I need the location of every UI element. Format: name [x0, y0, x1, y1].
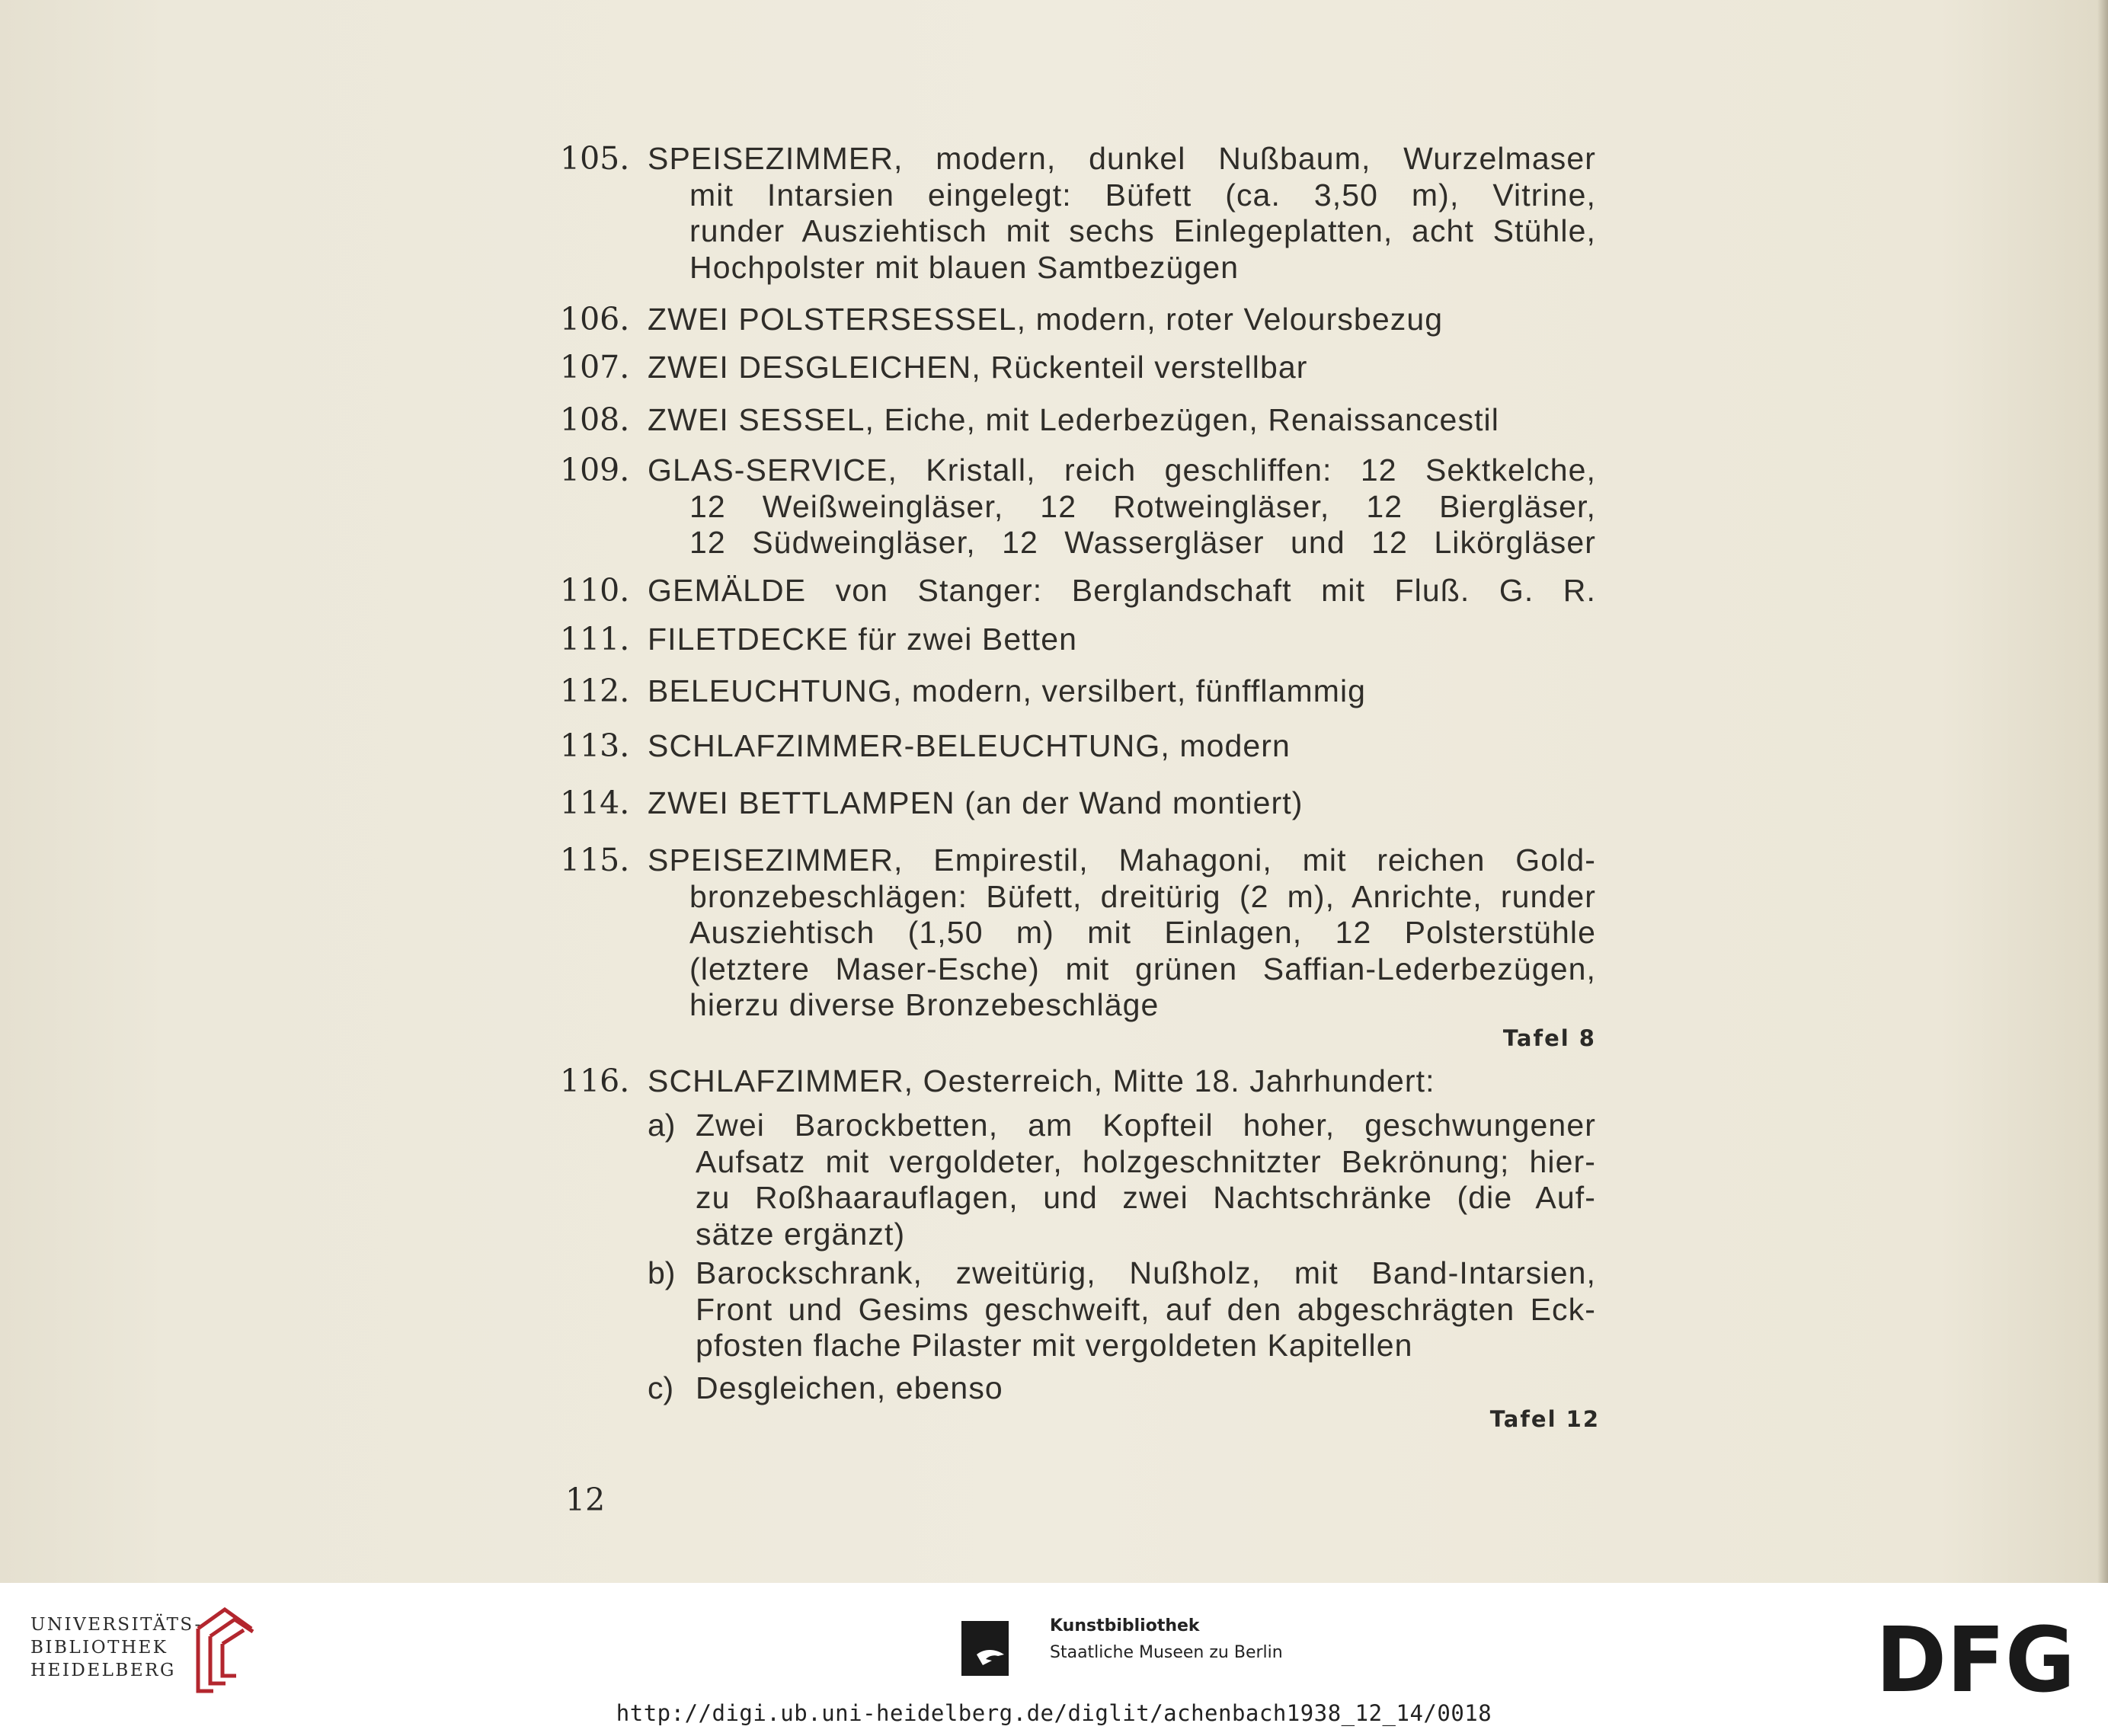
- entry-number: 109.: [560, 452, 630, 488]
- entry-line: 12 Südweingläser, 12 Wassergläser und 12 Likörgläser: [689, 525, 1596, 560]
- sub-label: c): [648, 1370, 674, 1405]
- entry-line: SPEISEZIMMER, Empirestil, Mahagoni, mit reichen Gold-: [648, 842, 1596, 878]
- plate-reference: Tafel 8: [1502, 1025, 1596, 1051]
- entry-line: Barockschrank, zweitürig, Nußholz, mit Band-Intarsien,: [696, 1255, 1596, 1290]
- entry-line: ZWEI POLSTERSESSEL, modern, roter Veloursbezug: [648, 302, 1444, 337]
- entry-line: pfosten flache Pilaster mit vergoldeten Kapitellen: [696, 1328, 1413, 1363]
- entry-line: Front und Gesims geschweift, auf den abgeschrägten Eck-: [696, 1291, 1596, 1327]
- entry-number: 105.: [560, 140, 630, 177]
- entry-115: [560, 842, 1596, 1056]
- kb-subtitle: Staatliche Museen zu Berlin: [1050, 1643, 1283, 1662]
- entry-line: bronzebeschlägen: Büfett, dreitürig (2 m), Anrichte, runder: [689, 878, 1596, 914]
- entry-number: 111.: [560, 621, 630, 657]
- entry-line: Hochpolster mit blauen Samtbezügen: [689, 249, 1240, 285]
- ub-line: UNIVERSITÄTS-: [30, 1615, 203, 1635]
- entry-line: BELEUCHTUNG, modern, versilbert, fünfflammig: [648, 673, 1367, 708]
- sub-entry-a: [560, 1108, 1596, 1252]
- entry-line: Desgleichen, ebenso: [696, 1370, 1003, 1405]
- ub-heidelberg-logo-icon: [190, 1606, 259, 1697]
- sub-entry-c: [560, 1370, 1596, 1407]
- entry-line: ZWEI BETTLAMPEN (an der Wand montiert): [648, 785, 1304, 820]
- entry-line: GEMÄLDE von Stanger: Berglandschaft mit Fluß. G. R.: [648, 573, 1596, 608]
- ub-line: HEIDELBERG: [30, 1661, 176, 1680]
- entry-113: [560, 728, 1596, 765]
- entry-number: 114.: [560, 785, 630, 821]
- entry-line: mit Intarsien eingelegt: Büfett (ca. 3,50 m), Vitrine,: [689, 177, 1596, 213]
- entry-110: [560, 573, 1596, 609]
- entry-line: SCHLAFZIMMER, Oesterreich, Mitte 18. Jahrhundert:: [648, 1063, 1435, 1098]
- kb-title: Kunstbibliothek: [1050, 1616, 1200, 1635]
- dfg-text: DFG: [1876, 1624, 2075, 1694]
- entry-line: (letztere Maser-Esche) mit grünen Saffian-Lederbezügen,: [689, 951, 1596, 986]
- ub-heidelberg-text: [30, 1613, 203, 1682]
- entry-109: [560, 452, 1596, 561]
- entry-line: 12 Weißweingläser, 12 Rotweingläser, 12 Biergläser,: [689, 488, 1596, 524]
- entry-105: [560, 141, 1596, 286]
- kunstbibliothek-text: [1050, 1613, 1283, 1666]
- entry-114: [560, 785, 1596, 822]
- entry-116: [560, 1063, 1600, 1444]
- entry-number: 113.: [560, 727, 630, 764]
- kunstbibliothek-logo-icon: [961, 1621, 1009, 1676]
- entry-line: SPEISEZIMMER, modern, dunkel Nußbaum, Wurzelmaser: [648, 141, 1596, 176]
- entry-line: Aufsatz mit vergoldeter, holzgeschnitzter Bekrönung; hier-: [696, 1143, 1596, 1179]
- ub-line: BIBLIOTHEK: [30, 1638, 168, 1658]
- entry-number: 112.: [560, 673, 630, 709]
- entry-line: ZWEI DESGLEICHEN, Rückenteil verstellbar: [648, 350, 1308, 385]
- entry-line: runder Ausziehtisch mit sechs Einlegeplatten, acht Stühle,: [689, 213, 1596, 248]
- entry-number: 110.: [560, 572, 630, 609]
- entry-108: [560, 402, 1596, 439]
- entry-line: Ausziehtisch (1,50 m) mit Einlagen, 12 Polsterstühle: [689, 915, 1596, 950]
- plate-reference: Tafel 12: [1489, 1406, 1600, 1432]
- sub-entry-b: [560, 1255, 1596, 1364]
- entry-line: FILETDECKE für zwei Betten: [648, 622, 1078, 657]
- entry-line: hierzu diverse Bronzebeschläge: [689, 987, 1160, 1022]
- sub-label: b): [648, 1255, 676, 1290]
- entry-line: sätze ergänzt): [696, 1216, 906, 1252]
- entry-number: 116.: [560, 1063, 630, 1099]
- entry-number: 107.: [560, 349, 630, 385]
- entry-number: 115.: [560, 842, 630, 878]
- entry-number: 106.: [560, 301, 630, 337]
- entry-line: SCHLAFZIMMER-BELEUCHTUNG, modern: [648, 728, 1291, 763]
- entry-line: GLAS-SERVICE, Kristall, reich geschliffen: 12 Sektkelche,: [648, 452, 1596, 488]
- entry-107: [560, 350, 1596, 386]
- entry-106: [560, 302, 1596, 338]
- page-number: 12: [565, 1482, 606, 1518]
- entry-number: 108.: [560, 401, 630, 438]
- entry-line: ZWEI SESSEL, Eiche, mit Lederbezügen, Renaissancestil: [648, 402, 1499, 437]
- entry-line: zu Roßhaarauflagen, und zwei Nachtschränke (die Auf-: [696, 1180, 1596, 1215]
- entry-line: Zwei Barockbetten, am Kopfteil hoher, geschwungener: [696, 1108, 1596, 1143]
- entry-111: [560, 622, 1596, 658]
- entry-112: [560, 673, 1596, 710]
- dfg-logo-icon: [1876, 1624, 2075, 1694]
- sub-label: a): [648, 1108, 676, 1143]
- source-url[interactable]: http://digi.ub.uni-heidelberg.de/diglit/achenbach1938_12_14/0018: [616, 1700, 1492, 1726]
